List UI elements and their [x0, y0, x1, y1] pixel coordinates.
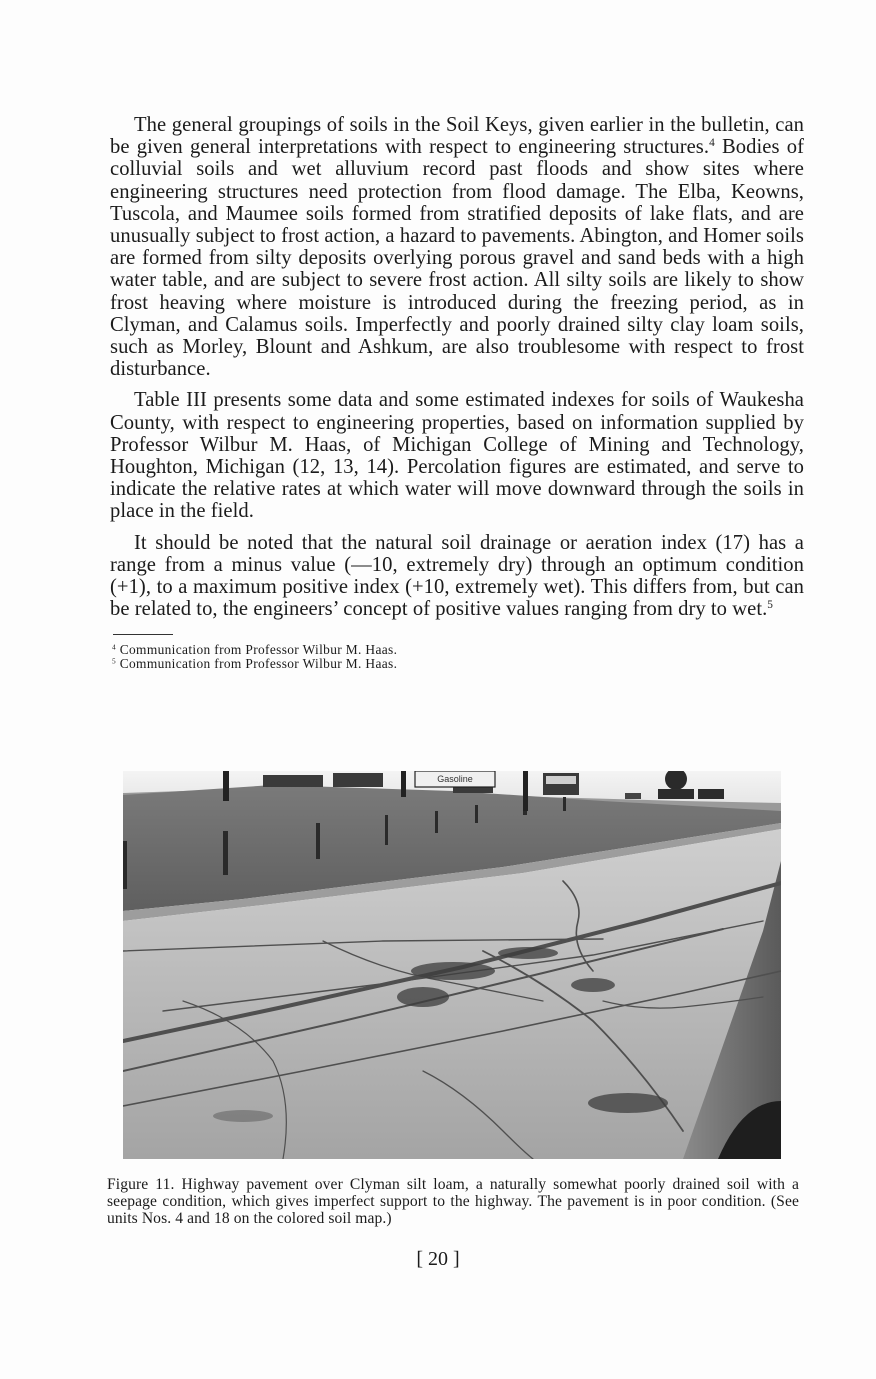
figure-11-caption: Figure 11. Highway pavement over Clyman silt loam, a naturally somewhat poorly drained soil with a seepage condition, which gives imperfect support to the highway. The pavement is in poor condition. (See units Nos. 4 and 18 on the colored soil map.) [107, 1176, 799, 1227]
text-column [110, 114, 804, 671]
footnote-ref-4: 4 [709, 137, 715, 150]
paragraph-1-rest: Bodies of colluvial soils and wet alluvium record past floods and show sites where engineering structures need protection from flood damage. The Elba, Keowns, Tuscola, and Maumee soils formed from stratified deposits of lake flats, and are unusually subject to frost action, a hazard to pavements. Abington, and Homer soils are formed from silty deposits overlying porous gravel and sand beds with a high water table, and are subject to severe frost action. All silty soils are likely to show frost heaving where moisture is introduced during the freezing period, as in Clyman, and Calamus soils. Imperfectly and poorly drained silty clay loam soils, such as Morley, Blount and Ashkum, are also troublesome with respect to frost disturbance. [110, 136, 804, 381]
footnote-5-marker: 5 [112, 657, 117, 667]
footnote-4 [112, 643, 804, 657]
footnote-5-text: Communication from Professor Wilbur M. Haas. [116, 656, 398, 672]
paragraph-1-text: The general groupings of soils in the Soil Keys, given earlier in the bulletin, can be given general interpretations with respect to engineering structures. [110, 114, 804, 159]
footnote-4-marker: 4 [112, 643, 117, 653]
page-number: [ 20 ] [416, 1248, 460, 1270]
footnote-4-text: Communication from Professor Wilbur M. Haas. [116, 642, 398, 658]
paragraph-3-text: It should be noted that the natural soil drainage or aeration index (17) has a range from a minus value (—10, extremely dry) through an optimum condition (+1), to a maximum positive index (+10, extremely wet). This differs from, but can be related to, the engineers’ concept of positive values ranging from dry to wet. [110, 531, 804, 621]
paragraph-2-text: Table III presents some data and some estimated indexes for soils of Waukesha County, with respect to engineering properties, based on information supplied by Professor Wilbur M. Haas, of Michigan College of Mining and Technology, Houghton, Michigan (12, 13, 14). Percolation figures are estimated, and serve to indicate the relative rates at which water will move downward through the soils in place in the field. [110, 389, 804, 523]
figure-11-photo [123, 771, 781, 1159]
paragraph-soil-groupings [110, 114, 804, 380]
footnote-5 [112, 657, 804, 671]
billboard-text: Gasoline [437, 774, 473, 784]
footnote-ref-5: 5 [767, 599, 774, 612]
footnote-rule [113, 634, 173, 635]
paragraph-table-iii [110, 389, 804, 522]
paragraph-drainage-index [110, 532, 804, 621]
